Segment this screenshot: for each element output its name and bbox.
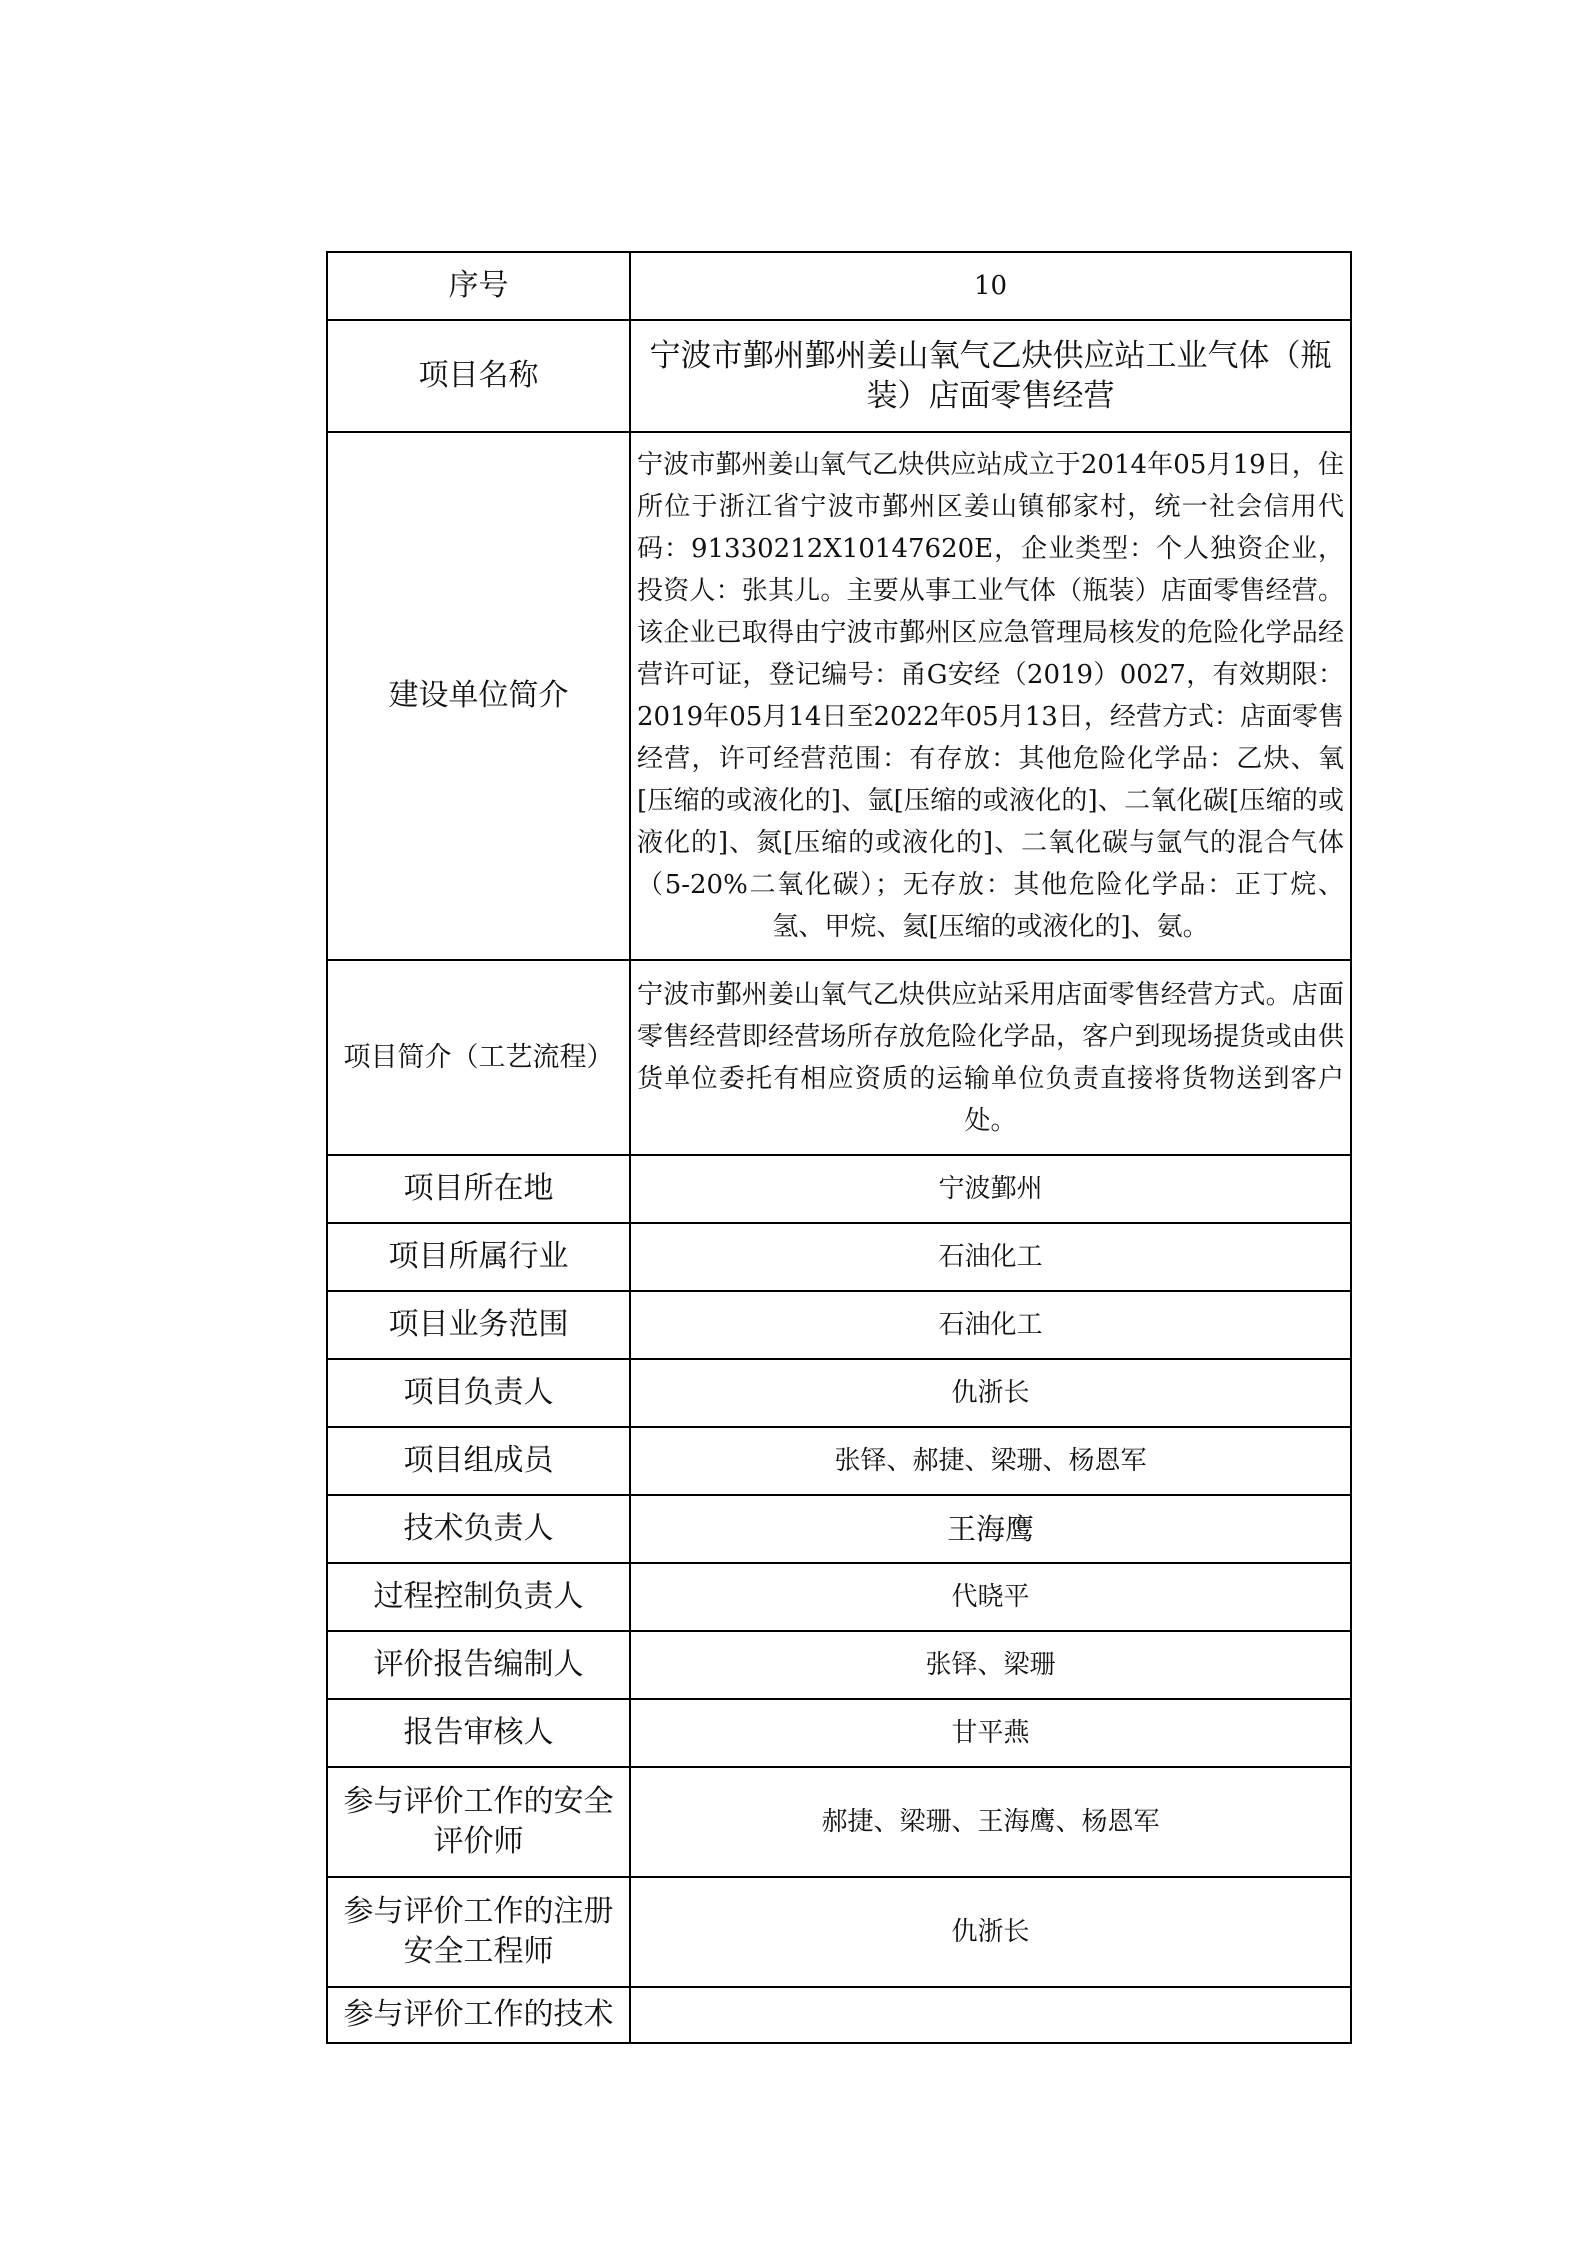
report-author-value: 张铎、梁珊: [630, 1631, 1351, 1699]
members-label: 项目组成员: [327, 1427, 630, 1495]
tech-leader-label: 技术负责人: [327, 1495, 630, 1563]
industry-label: 项目所属行业: [327, 1223, 630, 1291]
project-leader-value: 仇浙长: [630, 1359, 1351, 1427]
table-row: [327, 1291, 1351, 1359]
table-row: [327, 1155, 1351, 1223]
project-leader-label: 项目负责人: [327, 1359, 630, 1427]
table-row: [327, 1699, 1351, 1767]
project-intro-value: 宁波市鄞州姜山氧气乙炔供应站采用店面零售经营方式。店面零售经营即经营场所存放危险化学品，客户到现场提货或由供货单位委托有相应资质的运输单位负责直接将货物送到客户处。: [630, 960, 1351, 1155]
registered-engineers-value: 仇浙长: [630, 1877, 1351, 1987]
process-leader-label: 过程控制负责人: [327, 1563, 630, 1631]
technical-staff-value: [630, 1987, 1351, 2043]
table-row: [327, 1987, 1351, 2043]
table-row: [327, 1223, 1351, 1291]
table-row: [327, 1563, 1351, 1631]
table-row: [327, 960, 1351, 1155]
registered-engineers-label: 参与评价工作的注册安全工程师: [327, 1877, 630, 1987]
location-label: 项目所在地: [327, 1155, 630, 1223]
project-intro-label: 项目简介（工艺流程）: [327, 960, 630, 1155]
table-row: [327, 1427, 1351, 1495]
table-row: [327, 1631, 1351, 1699]
project-name-value: 宁波市鄞州鄞州姜山氧气乙炔供应站工业气体（瓶装）店面零售经营: [630, 320, 1351, 432]
reviewer-value: 甘平燕: [630, 1699, 1351, 1767]
table-row: [327, 320, 1351, 432]
location-value: 宁波鄞州: [630, 1155, 1351, 1223]
table-row: [327, 1495, 1351, 1563]
project-info-table: [326, 251, 1352, 2044]
project-name-label: 项目名称: [327, 320, 630, 432]
table-row: [327, 252, 1351, 320]
safety-assessors-value: 郝捷、梁珊、王海鹰、杨恩军: [630, 1767, 1351, 1877]
members-value: 张铎、郝捷、梁珊、杨恩军: [630, 1427, 1351, 1495]
table-row: [327, 1877, 1351, 1987]
business-scope-label: 项目业务范围: [327, 1291, 630, 1359]
business-scope-value: 石油化工: [630, 1291, 1351, 1359]
industry-value: 石油化工: [630, 1223, 1351, 1291]
technical-staff-label: 参与评价工作的技术: [327, 1987, 630, 2043]
report-author-label: 评价报告编制人: [327, 1631, 630, 1699]
unit-intro-label: 建设单位简介: [327, 432, 630, 960]
serial-value: 10: [630, 252, 1351, 320]
safety-assessors-label: 参与评价工作的安全评价师: [327, 1767, 630, 1877]
serial-label: 序号: [327, 252, 630, 320]
reviewer-label: 报告审核人: [327, 1699, 630, 1767]
tech-leader-value: 王海鹰: [630, 1495, 1351, 1563]
table-row: [327, 432, 1351, 960]
process-leader-value: 代晓平: [630, 1563, 1351, 1631]
unit-intro-value: 宁波市鄞州姜山氧气乙炔供应站成立于2014年05月19日，住所位于浙江省宁波市鄞州区姜山镇郁家村，统一社会信用代码：91330212X10147620E，企业类型：个人独资企业，投资人：张其儿。主要从事工业气体（瓶装）店面零售经营。该企业已取得由宁波市鄞州区应急管理局核发的危险化学品经营许可证，登记编号：甬G安经（2019）0027，有效期限：2019年05月14日至2022年05月13日，经营方式：店面零售经营，许可经营范围：有存放：其他危险化学品：乙炔、氧[压缩的或液化的]、氩[压缩的或液化的]、二氧化碳[压缩的或液化的]、氮[压缩的或液化的]、二氧化碳与氩气的混合气体（5-20%二氧化碳）；无存放：其他危险化学品：正丁烷、氢、甲烷、氦[压缩的或液化的]、氨。: [630, 432, 1351, 960]
table-row: [327, 1359, 1351, 1427]
table-row: [327, 1767, 1351, 1877]
